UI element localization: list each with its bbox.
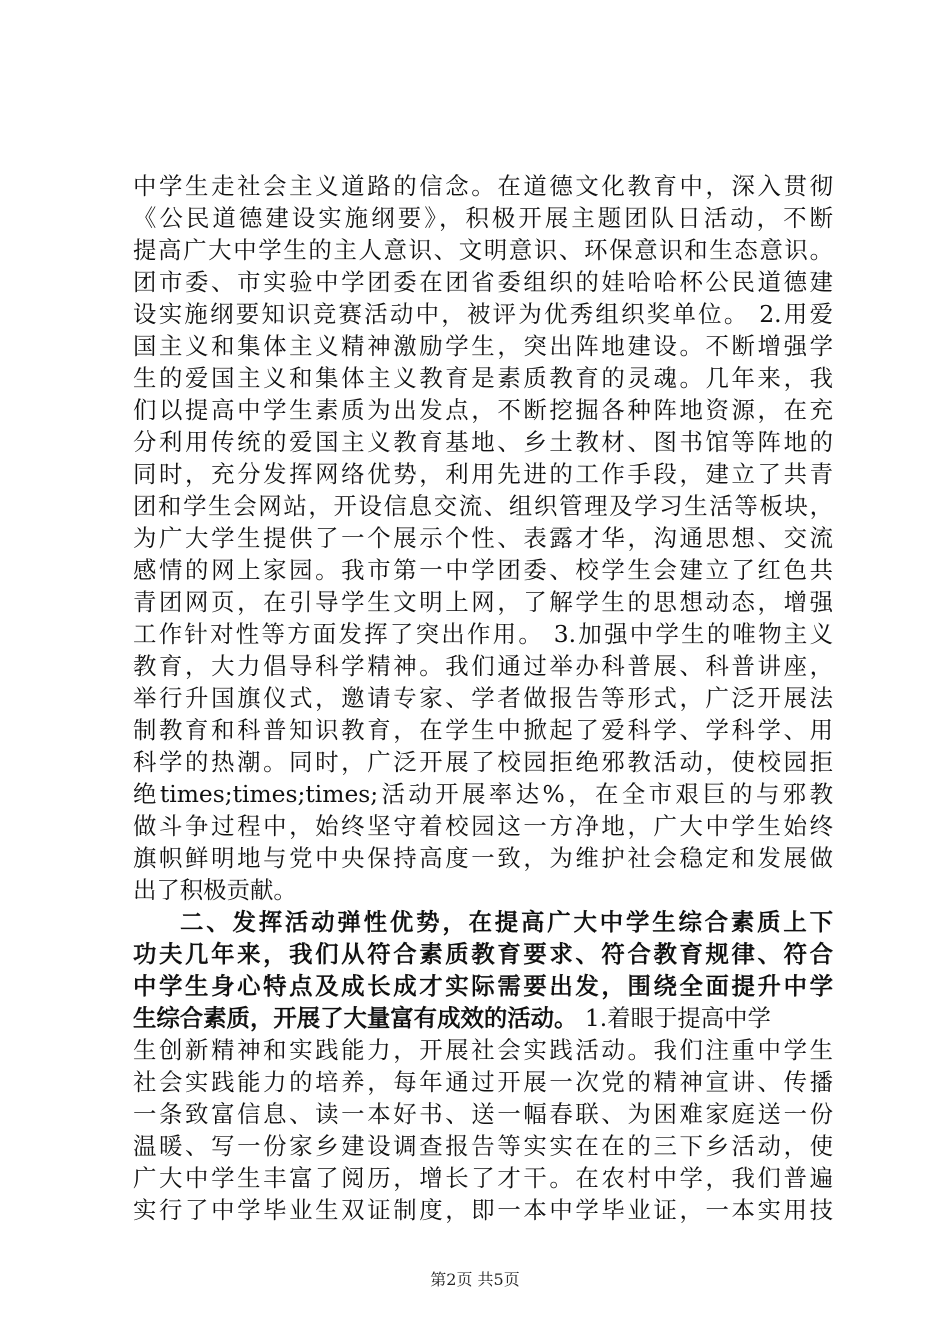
text-line: 青团网页，在引导学生文明上网，了解学生的思想动态，增强 [133, 588, 833, 616]
text-line: 团和学生会网站，开设信息交流、组织管理及学习生活等板块， [133, 492, 833, 520]
paragraph-1 [133, 170, 833, 906]
text-line: 们以提高中学生素质为出发点，不断挖掘各种阵地资源，在充 [133, 396, 833, 424]
text-line: 举行升国旗仪式，邀请专家、学者做报告等形式，广泛开展法 [133, 684, 833, 712]
text-line: 生创新精神和实践能力，开展社会实践活动。我们注重中学生 [133, 1036, 833, 1064]
text-line: 社会实践能力的培养，每年通过开展一次党的精神宣讲、传播 [133, 1068, 833, 1096]
text-line: 制教育和科普知识教育，在学生中掀起了爱科学、学科学、用 [133, 716, 833, 744]
text-line: 做斗争过程中，始终坚守着校园这一方净地，广大中学生始终 [133, 812, 833, 840]
section-heading-line: 中学生身心特点及成长成才实际需要出发，围绕全面提升中学 [133, 972, 833, 1000]
text-line: 提高广大中学生的主人意识、文明意识、环保意识和生态意识。 [133, 236, 833, 264]
section-heading-line: 功夫几年来，我们从符合素质教育要求、符合教育规律、符合 [133, 940, 833, 968]
text-line: 旗帜鲜明地与党中央保持高度一致，为维护社会稳定和发展做 [133, 844, 833, 872]
text-line: 绝times;times;times;活动开展率达%，在全市艰巨的与邪教 [133, 780, 833, 808]
paragraph-2 [133, 906, 833, 1226]
text-line: 一条致富信息、读一本好书、送一幅春联、为困难家庭送一份 [133, 1100, 833, 1128]
section-heading-line: 二、发挥活动弹性优势，在提高广大中学生综合素质上下 [180, 908, 833, 936]
text-fragment: 1.着眼于提高中学 [577, 1004, 771, 1032]
text-line: 设实施纲要知识竞赛活动中，被评为优秀组织奖单位。 2.用爱 [133, 300, 833, 328]
section-heading-end: 生综合素质，开展了大量富有成效的活动。 [133, 1004, 578, 1032]
text-line: 温暖、写一份家乡建设调查报告等实实在在的三下乡活动，使 [133, 1132, 833, 1160]
text-line: 出了积极贡献。 [133, 876, 297, 904]
text-line: 生的爱国主义和集体主义教育是素质教育的灵魂。几年来，我 [133, 364, 833, 392]
page-footer [0, 1270, 950, 1290]
text-line: 感情的网上家园。我市第一中学团委、校学生会建立了红色共 [133, 556, 833, 584]
text-line: 团市委、市实验中学团委在团省委组织的娃哈哈杯公民道德建 [133, 268, 833, 296]
text-line: 同时，充分发挥网络优势，利用先进的工作手段，建立了共青 [133, 460, 833, 488]
text-line: 中学生走社会主义道路的信念。在道德文化教育中，深入贯彻 [133, 172, 833, 200]
document-body [133, 170, 833, 1226]
text-line: 科学的热潮。同时，广泛开展了校园拒绝邪教活动，使校园拒 [133, 748, 833, 776]
page-number: 第2页 共5页 [430, 1270, 520, 1289]
text-line: 《公民道德建设实施纲要》，积极开展主题团队日活动，不断 [133, 204, 833, 232]
text-line: 工作针对性等方面发挥了突出作用。 3.加强中学生的唯物主义 [133, 620, 833, 648]
text-line: 实行了中学毕业生双证制度，即一本中学毕业证，一本实用技 [133, 1196, 833, 1224]
text-line: 教育，大力倡导科学精神。我们通过举办科普展、科普讲座， [133, 652, 833, 680]
mixed-text-line [133, 1002, 833, 1034]
text-line: 国主义和集体主义精神激励学生，突出阵地建设。不断增强学 [133, 332, 833, 360]
text-line: 分利用传统的爱国主义教育基地、乡土教材、图书馆等阵地的 [133, 428, 833, 456]
text-line: 广大中学生丰富了阅历，增长了才干。在农村中学，我们普遍 [133, 1164, 833, 1192]
text-line: 为广大学生提供了一个展示个性、表露才华，沟通思想、交流 [133, 524, 833, 552]
